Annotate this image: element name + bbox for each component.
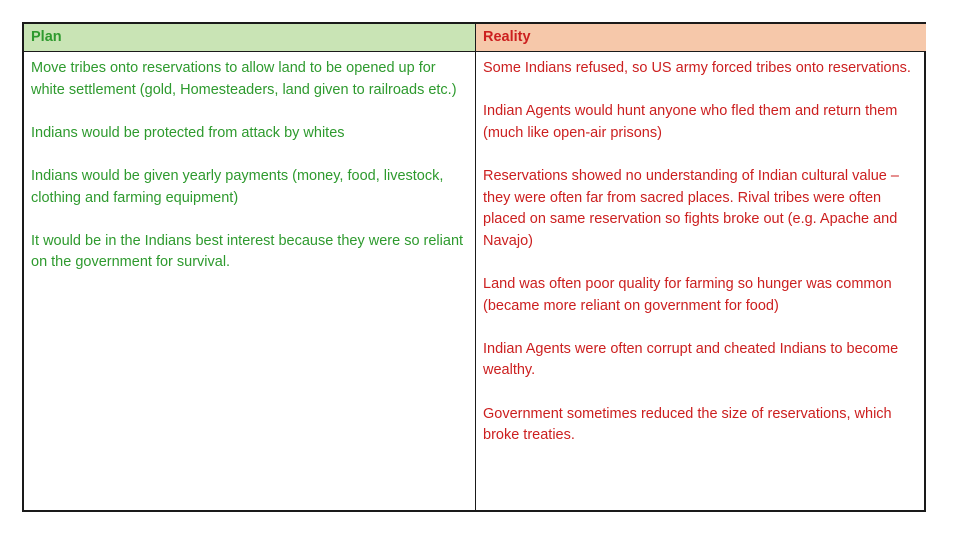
- table-header-row: [24, 24, 924, 52]
- reality-column: [476, 52, 926, 447]
- reality-item: Land was often poor quality for farming so hunger was common (became more reliant on government for food): [483, 275, 892, 314]
- reality-item: Indian Agents were often corrupt and cheated Indians to become wealthy.: [483, 340, 899, 379]
- plan-reality-table: [22, 22, 926, 512]
- plan-item: Indians would be given yearly payments (money, food, livestock, clothing and farming equipment): [31, 167, 444, 206]
- reality-item: Government sometimes reduced the size of reservations, which broke treaties.: [483, 405, 892, 444]
- reality-item: Reservations showed no understanding of Indian cultural value – they were often far from sacred places. Rival tribes were often placed on same reservation so fights broke out (e.g. Apache and Navajo): [483, 167, 899, 249]
- plan-item: Move tribes onto reservations to allow land to be opened up for white settlement (gold, Homesteaders, land given to railroads etc.): [31, 60, 457, 98]
- reality-item: Indian Agents would hunt anyone who fled them and return them (much like open-air prisons): [483, 103, 898, 141]
- reality-item: Some Indians refused, so US army forced tribes onto reservations.: [483, 60, 911, 76]
- plan-header: Plan: [24, 24, 475, 51]
- plan-item: It would be in the Indians best interest because they were so reliant on the government for survival.: [31, 232, 464, 271]
- reality-header: Reality: [476, 24, 926, 51]
- plan-column: [24, 52, 475, 274]
- plan-item: Indians would be protected from attack by whites: [31, 124, 345, 141]
